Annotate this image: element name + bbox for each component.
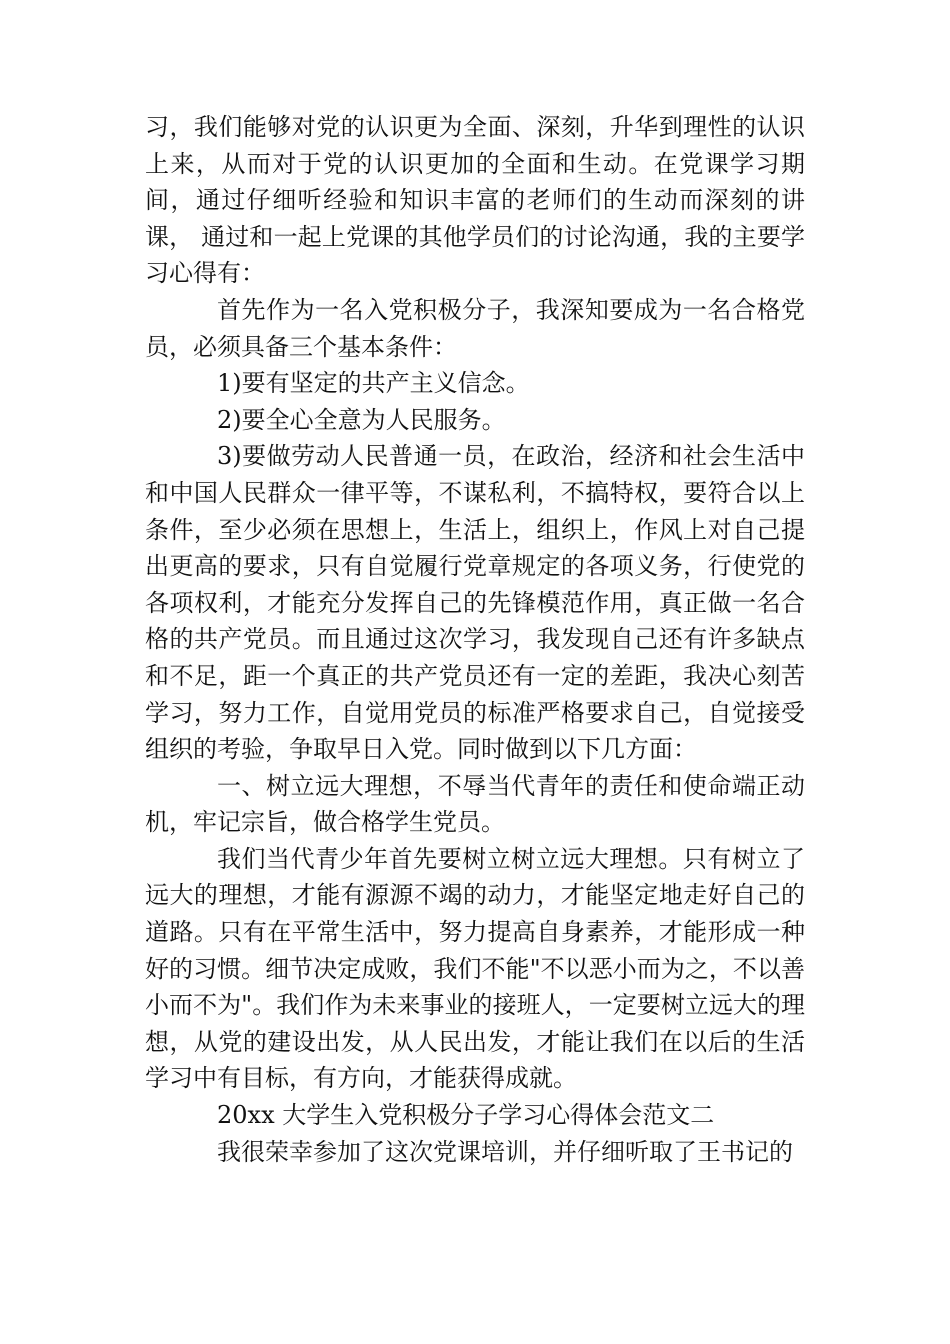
article-title-2: 20xx 大学生入党积极分子学习心得体会范文二	[217, 1101, 715, 1130]
section-heading-ideal: 一、树立远大理想，不辱当代青年的责任和使命端正动机，牢记宗旨，做合格学生党员。	[145, 771, 805, 837]
paragraph-continuation: 习，我们能够对党的认识更为全面、深刻，升华到理性的认识上来，从而对于党的认识更加的全面和生动。在党课学习期间，通过仔细听经验和知识丰富的老师们的生动而深刻的讲课， 通过和一起上党课的其他学员们的讨论沟通，我的主要学习心得有：	[145, 113, 805, 288]
paragraph-article-2-start: 我很荣幸参加了这次党课培训，并仔细听取了王书记的	[217, 1137, 793, 1166]
paragraph-conditions-intro: 首先作为一名入党积极分子，我深知要成为一名合格党员，必须具备三个基本条件：	[145, 295, 805, 361]
paragraph-ideal: 我们当代青少年首先要树立树立远大理想。只有树立了远大的理想，才能有源源不竭的动力，才能坚定地走好自己的道路。只有在平常生活中，努力提高自身素养，才能形成一种好的习惯。细节决定成败，我们不能"不以恶小而为之，不以善小而不为"。我们作为未来事业的接班人，一定要树立远大的理想，从党的建设出发，从人民出发，才能让我们在以后的生活学习中有目标，有方向，才能获得成就。	[145, 844, 805, 1093]
document-body	[145, 109, 805, 1170]
list-item-condition-2: 2)要全心全意为人民服务。	[217, 405, 506, 434]
list-item-condition-1: 1)要有坚定的共产主义信念。	[217, 369, 530, 398]
list-item-condition-3: 3)要做劳动人民普通一员，在政治，经济和社会生活中和中国人民群众一律平等，不谋私利，不搞特权，要符合以上条件，至少必须在思想上，生活上，组织上，作风上对自己提出更高的要求，只有自觉履行党章规定的各项义务，行使党的各项权利，才能充分发挥自己的先锋模范作用，真正做一名合格的共产党员。而且通过这次学习，我发现自己还有许多缺点和不足，距一个真正的共产党员还有一定的差距，我决心刻苦学习，努力工作，自觉用党员的标准严格要求自己，自觉接受组织的考验，争取早日入党。同时做到以下几方面：	[145, 442, 805, 764]
